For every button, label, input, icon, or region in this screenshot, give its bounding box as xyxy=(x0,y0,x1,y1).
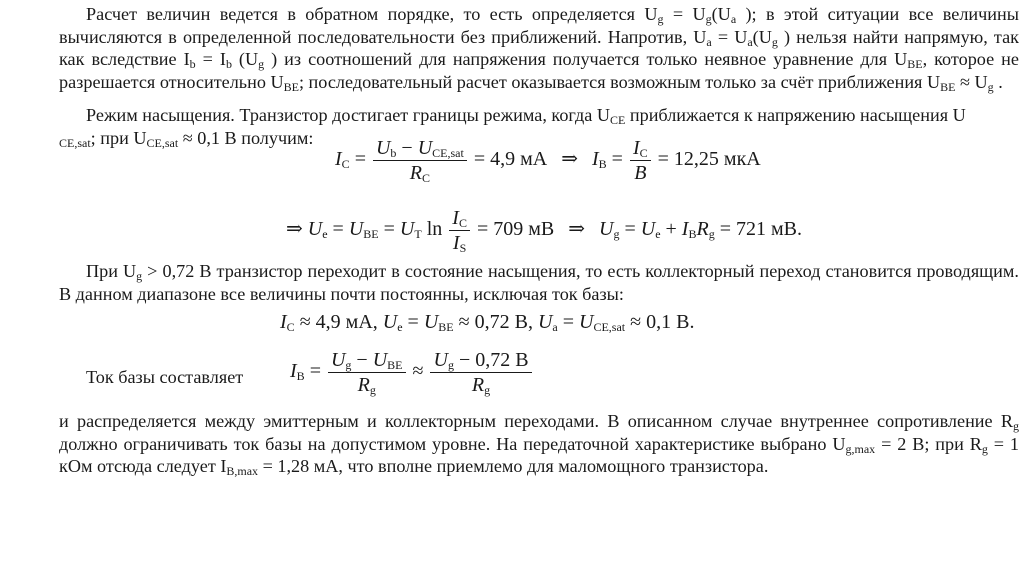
paragraph-saturation-mode: Режим насыщения. Транзистор достигает границы режима, когда $U_{CE}$ приближается к напряжению насыщения U $_{CE,sat}$; при $U_{CE,sat} \approx 0,1$ В получим: xyxy=(59,105,966,150)
equation-collector-current: $I_C$ = $\frac{U_b - U_{CE,sat}}{R_C}$ = 4,9 мА ⇒ $I_B$ = $\frac{I_C}{B}$ = 12,25 мкА xyxy=(335,137,761,185)
paragraph-calculation-order: Расчет величин ведется в обратном порядке, то есть определяется $U_g = U_g(U_a$ ); в этой ситуации все величины вычисляются в определенной последовательности без приближений. Напротив, $U_a = U_a(U_g$ ) нельзя найти напрямую, так как вследствие $I_b = I_b$ ($U_g$ ) из соотношений для напряжения получается только неявное уравнение для $U_{BE}$, которое не разрешается относительно $U_{BE}$; последовательный расчет оказывается возможным только за счёт приближения $U_{BE} \approx U_g$ . xyxy=(59,4,1019,94)
equation-base-current: $I_B$ = $\frac{U_g - U_{BE}}{R_g}$ ≈ $\frac{U_g - 0,72 В}{R_g}$ xyxy=(290,348,534,397)
equation-saturation-values: $I_C \approx 4,9$ мА, $U_e = U_{BE} \approx 0,72$ В, $U_a = U_{CE,sat} \approx 0,1$ В. xyxy=(280,311,695,334)
base-current-label: Ток базы составляет xyxy=(86,367,244,387)
paragraph-base-current-distribution: и распределяется между эмиттерным и коллекторным переходами. В описанном случае внутреннее сопротивление $R_g$ должно ограничивать ток базы на допустимом уровне. На передаточной характеристике выбрано $U_{g,max} = 2$ В; при $R_g = 1$ кОм отсюда следует $I_{B,max} = 1,28$ мА, что вполне приемлемо для маломощного транзистора. xyxy=(59,411,1019,479)
paragraph-saturation-transition: При $U_g > 0,72$ В транзистор переходит в состояние насыщения, то есть коллекторный переход становится проводящим. В данном диапазоне все величины почти постоянны, исключая ток базы: xyxy=(59,261,1019,304)
equation-emitter-voltage: ⇒ $U_e = U_{BE} = U_T$ ln $\frac{I_C}{I_S}$ = 709 мВ ⇒ $U_g = U_e + I_BR_g = 721$ мВ. xyxy=(286,207,802,255)
